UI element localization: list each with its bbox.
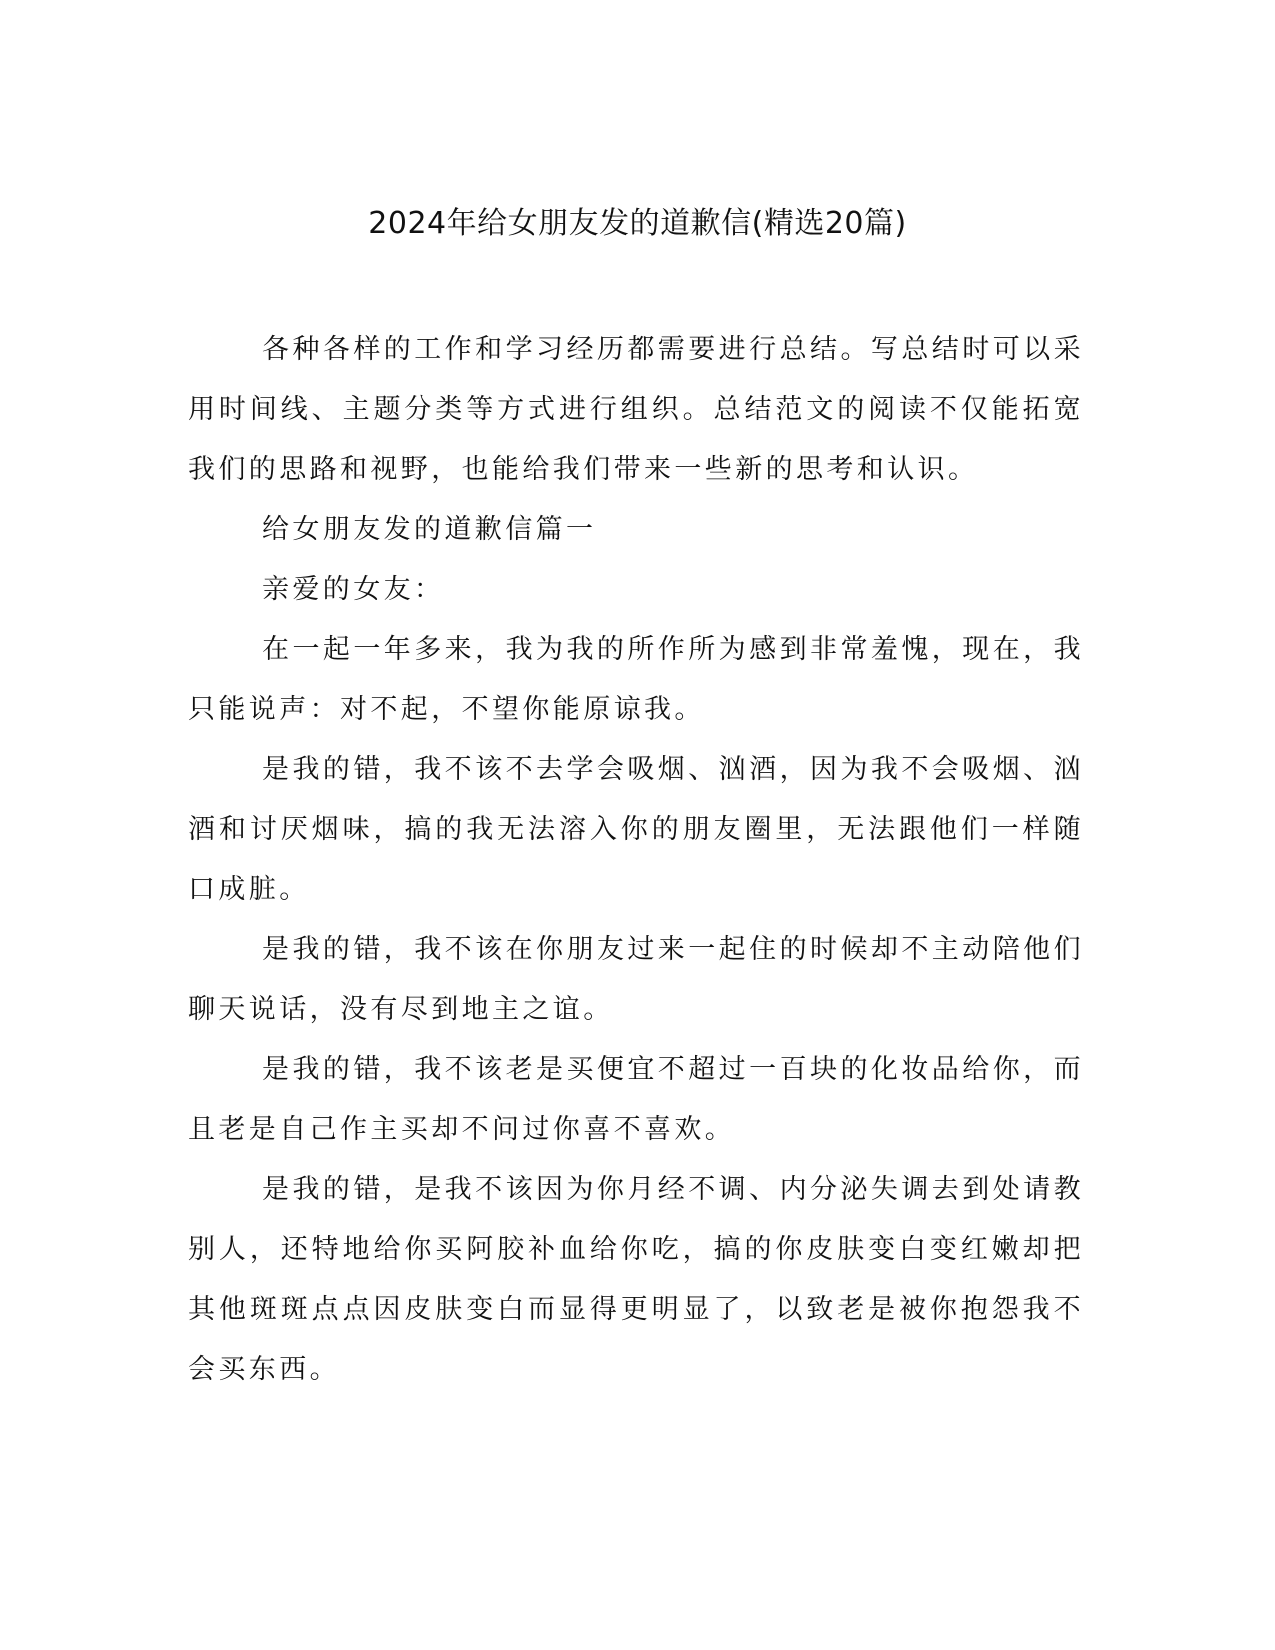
document-body — [188, 320, 1084, 1400]
body-paragraph: 是我的错，我不该老是买便宜不超过一百块的化妆品给你，而且老是自己作主买却不问过你喜不喜欢。 — [188, 1054, 1084, 1145]
body-paragraph: 在一起一年多来，我为我的所作所为感到非常羞愧，现在，我只能说声：对不起，不望你能原谅我。 — [188, 634, 1084, 725]
body-paragraph: 是我的错，我不该在你朋友过来一起住的时候却不主动陪他们聊天说话，没有尽到地主之谊。 — [188, 934, 1084, 1025]
body-paragraph: 是我的错，我不该不去学会吸烟、汹酒，因为我不会吸烟、汹酒和讨厌烟味，搞的我无法溶入你的朋友圈里，无法跟他们一样随口成脏。 — [188, 754, 1084, 905]
salutation: 亲爱的女友： — [262, 574, 445, 605]
body-paragraph: 是我的错，是我不该因为你月经不调、内分泌失调去到处请教别人，还特地给你买阿胶补血给你吃，搞的你皮肤变白变红嫩却把其他斑斑点点因皮肤变白而显得更明显了，以致老是被你抱怨我不会买东西。 — [188, 1174, 1084, 1385]
intro-paragraph: 各种各样的工作和学习经历都需要进行总结。写总结时可以采用时间线、主题分类等方式进行组织。总结范文的阅读不仅能拓宽我们的思路和视野，也能给我们带来一些新的思考和认识。 — [188, 334, 1084, 485]
section-heading: 给女朋友发的道歉信篇一 — [262, 514, 597, 545]
document-title: 2024年给女朋友发的道歉信(精选20篇) — [368, 206, 907, 241]
